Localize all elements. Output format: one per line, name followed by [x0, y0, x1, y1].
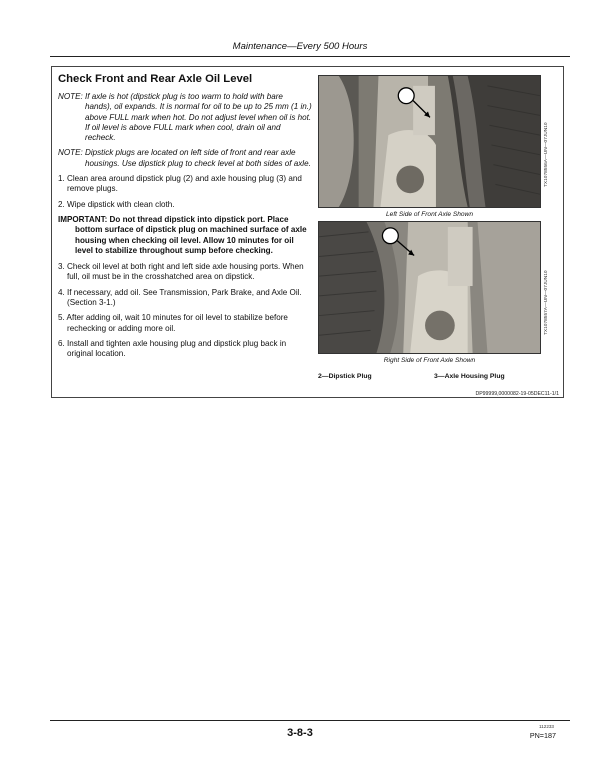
- figure-caption-1: Left Side of Front Axle Shown: [386, 211, 473, 218]
- photo-right-side-axle: [318, 221, 541, 354]
- note-hot-axle: NOTE: If axle is hot (dipstick plug is too warm to hold with bare hands), oil expands. It is normal for oil to be up to 25 mm (1 in.) above FULL mark when hot. Do not adjust level when oil is hot. If oil level is above FULL mark when cool, drain oil and recheck.: [58, 92, 312, 143]
- step-1: 1. Clean area around dipstick plug (2) and axle housing plug (3) and remove plugs.: [58, 174, 302, 194]
- step-2: 2. Wipe dipstick with clean cloth.: [58, 199, 175, 209]
- step-6: 6. Install and tighten axle housing plug and dipstick plug back in original location.: [58, 338, 287, 359]
- section-title: Check Front and Rear Axle Oil Level: [58, 73, 253, 85]
- step-3: 3. Check oil level at both right and left side axle housing ports. When full, oil must be in the crosshatched area on dipstick.: [58, 262, 304, 282]
- page-number: 3-8-3: [287, 727, 313, 739]
- axle-photo-illustration: [319, 222, 540, 353]
- note-dipstick-location: NOTE: Dipstick plugs are located on left side of front and rear axle housings. Use dipstick plug to check level at both sides of axle.: [58, 148, 311, 168]
- step-4: 4. If necessary, add oil. See Transmission, Park Brake, and Axle Oil. (Section 3-1.): [58, 287, 302, 308]
- important-notice: IMPORTANT: Do not thread dipstick into dipstick port. Place bottom surface of dipstick plug on machined surface of axle housing when checking oil level. Allow 10 minutes for oil level to stabilize throughout sump before checking.: [58, 214, 307, 255]
- photo-left-side-axle: [318, 75, 541, 208]
- page-header: Maintenance—Every 500 Hours: [232, 41, 368, 52]
- figure-id-1: TX1078556A—UN—07JUN10: [544, 122, 549, 187]
- procedure-text: [58, 73, 312, 365]
- step-5: 5. After adding oil, wait 10 minutes for oil level to stabilize before rechecking or adding more oil.: [58, 313, 288, 333]
- footer-divider: [50, 720, 570, 721]
- figure-id-2: TX1078557A—UN—07JUN10: [544, 270, 549, 335]
- document-reference-code: DP99999,0000082-19-05DEC11-1/1: [475, 391, 559, 397]
- procedure-section: [51, 66, 564, 398]
- legend-axle-housing-plug: 3—Axle Housing Plug: [434, 373, 505, 380]
- header-divider: [50, 56, 570, 57]
- footer-date-code: 112233: [539, 724, 554, 729]
- figure-caption-2: Right Side of Front Axle Shown: [383, 357, 476, 364]
- axle-photo-illustration: [319, 76, 540, 207]
- legend-dipstick-plug: 2—Dipstick Plug: [318, 373, 372, 380]
- part-number: PN=187: [529, 731, 556, 740]
